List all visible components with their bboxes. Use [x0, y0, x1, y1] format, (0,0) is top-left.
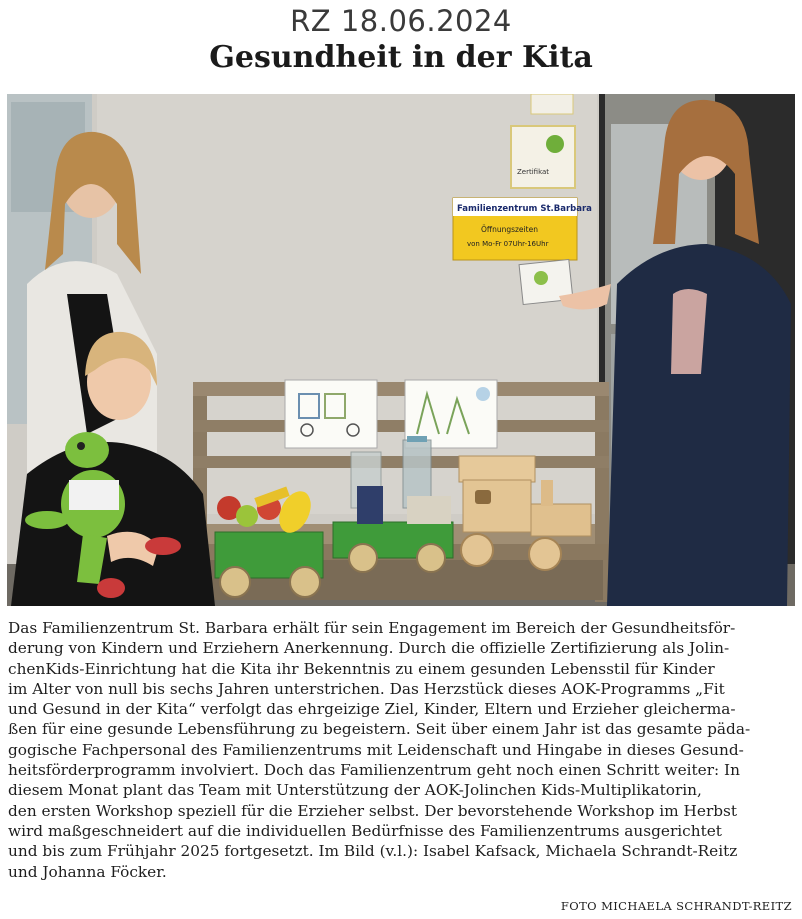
clipping-date: RZ 18.06.2024 — [290, 4, 512, 38]
sign-hours-label: Öffnungszeiten — [481, 225, 538, 234]
child-drawing-left — [285, 380, 377, 448]
article-line: ßen für eine gesunde Lebensführung zu begeistern. Seit über einem Jahr ist das gesamte päda- — [8, 720, 751, 739]
article-line: Das Familienzentrum St. Barbara erhält für sein Engagement im Bereich der Gesundheitsför- — [8, 619, 736, 637]
certificate-plaque — [511, 126, 575, 188]
sign-title: Familienzentrum St.Barbara — [457, 204, 592, 214]
certificate-label: Zertifikat — [517, 168, 550, 176]
article-body — [8, 618, 796, 882]
article-line: heitsförderprogramm involviert. Doch das Familienzentrum geht noch einen Schritt weiter: In — [8, 761, 740, 780]
article-line: derung von Kindern und Erziehern Anerkennung. Durch die offizielle Zertifizierung als Jolin- — [8, 639, 730, 658]
article-line: und Johanna Föcker. — [8, 862, 167, 881]
article-line: und Gesund in der Kita“ verfolgt das ehrgeizige Ziel, Kinder, Eltern und Erzieher gleicherma- — [8, 700, 736, 719]
opening-hours-sign — [453, 198, 592, 260]
article-photo — [7, 94, 795, 606]
article-line: wird maßgeschneidert auf die individuellen Bedürfnisse des Familienzentrums ausgerichtet — [8, 821, 722, 840]
article-line: chenKids-Einrichtung hat die Kita ihr Bekenntnis zu einem gesunden Lebensstil für Kinder — [8, 659, 715, 678]
photo-credit: FOTO MICHAELA SCHRANDT-REITZ — [560, 899, 792, 913]
article-line: im Alter von null bis sechs Jahren unterstrichen. Das Herzstück dieses AOK-Programms „Fit — [8, 679, 725, 698]
sign-hours-value: von Mo-Fr 07Uhr-16Uhr — [467, 240, 549, 248]
article-line: diesem Monat plant das Team mit Unterstützung der AOK-Jolinchen Kids-Multiplikatorin, — [8, 781, 702, 800]
article-line: den ersten Workshop speziell für die Erzieher selbst. Der bevorstehende Workshop im Herbst — [8, 801, 738, 820]
article-line: und bis zum Frühjahr 2025 fortgesetzt. Im Bild (v.l.): Isabel Kafsack, Michaela Schrandt-Reitz — [8, 842, 738, 861]
article-headline: Gesundheit in der Kita — [209, 40, 593, 75]
article-line: gogische Fachpersonal des Familienzentrums mit Leidenschaft und Hingabe in dieses Gesund- — [8, 740, 744, 759]
